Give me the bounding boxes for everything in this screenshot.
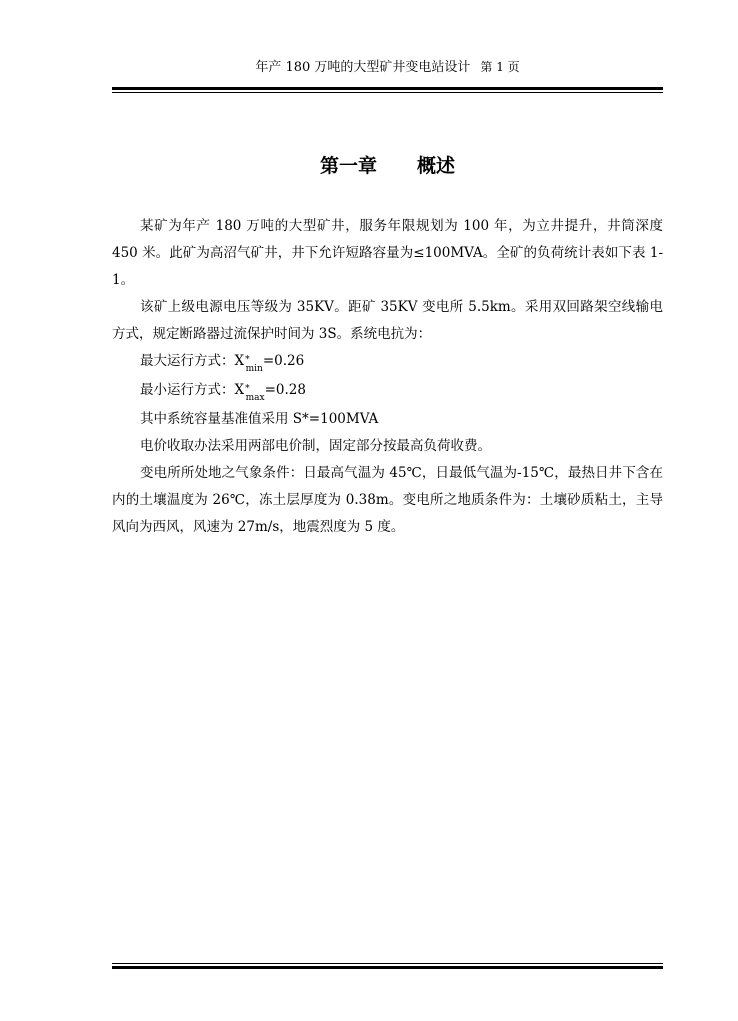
min-reactance-sup: * — [245, 384, 250, 394]
paragraph-max-reactance — [112, 348, 663, 377]
min-reactance-label: 最小运行方式：X — [140, 382, 245, 398]
paragraph-site-conditions: 变电所所处地之气象条件：日最高气温为 45℃，日最低气温为-15℃，最热日井下含在内的土壤温度为 26℃，冻土层厚度为 0.38m。变电所之地质条件为：土壤砂质粘土，主导风向为西风，风速为 27m/s，地震烈度为 5 度。 — [112, 465, 663, 535]
document-body — [112, 213, 663, 541]
header-title: 年产 180 万吨的大型矿井变电站设计 — [255, 60, 471, 75]
max-reactance-label: 最大运行方式：X — [140, 353, 245, 369]
max-reactance-value: =0.26 — [262, 353, 305, 369]
min-reactance-value: =0.28 — [264, 382, 306, 398]
page-header — [112, 57, 663, 78]
paragraph-min-reactance — [112, 377, 663, 406]
paragraph-base-capacity: 其中系统容量基准值采用 S*=100MVA — [140, 411, 379, 427]
header-page-number: 第 1 页 — [480, 60, 520, 74]
chapter-name: 概述 — [417, 155, 456, 177]
paragraph-power-supply: 该矿上级电源电压等级为 35KV。距矿 35KV 变电所 5.5km。采用双回路架空线输电方式，规定断路器过流保护时间为 3S。系统电抗为： — [112, 299, 663, 342]
max-reactance-sup: * — [245, 355, 250, 365]
min-reactance-sub: max — [245, 393, 265, 403]
header-rule-thick — [112, 87, 663, 90]
header-rule-thin — [112, 92, 663, 93]
footer-rule-thick — [112, 966, 663, 969]
chapter-title — [112, 153, 663, 179]
chapter-number: 第一章 — [319, 155, 377, 177]
paragraph-tariff: 电价收取办法采用两部电价制，固定部分按最高负荷收费。 — [140, 438, 491, 454]
max-reactance-sub: min — [245, 364, 263, 374]
paragraph-mine-overview: 某矿为年产 180 万吨的大型矿井，服务年限规划为 100 年，为立井提升，井筒深度 450 米。此矿为高沼气矿井，井下允许短路容量为≤100MVA。全矿的负荷统计表如下表 1-1。 — [112, 218, 663, 288]
footer-rule-thin — [112, 963, 663, 964]
